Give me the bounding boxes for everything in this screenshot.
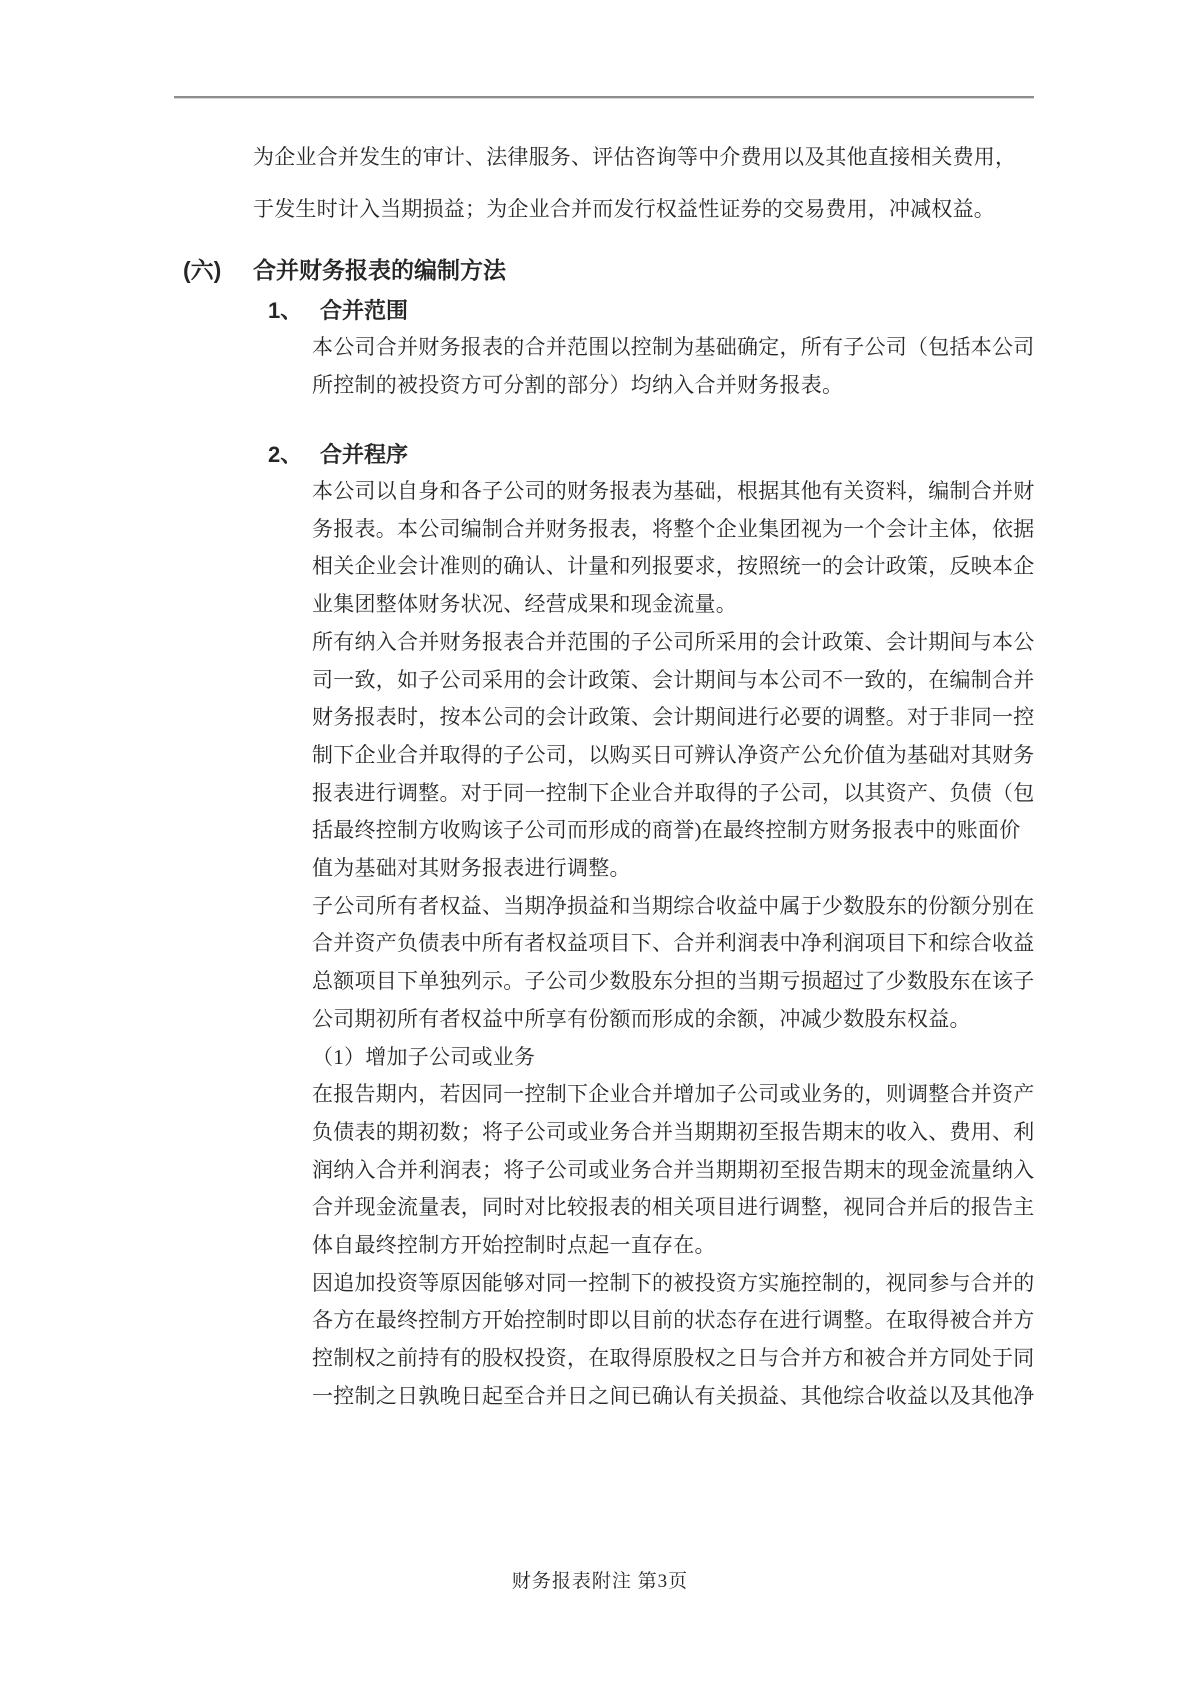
text-line: 体自最终控制方开始控制时点起一直存在。 [312,1233,716,1258]
subsection-body-1 [312,329,1052,404]
text-line: 本公司合并财务报表的合并范围以控制为基础确定，所有子公司（包括本公司 [312,335,1035,359]
text-line: 务报表。本公司编制合并财务报表，将整个企业集团视为一个会计主体，依据 [312,516,1035,541]
text-line: 报表进行调整。对于同一控制下企业合并取得的子公司，以其资产、负债（包 [312,780,1035,805]
paragraph [312,1076,1052,1265]
header-rule [174,96,1034,98]
text-line: 因追加投资等原因能够对同一控制下的被投资方实施控制的，视同参与合并的 [312,1270,1035,1295]
intro-paragraph [253,131,1043,235]
text-line: 于发生时计入当期损益；为企业合并而发行权益性证券的交易费用，冲减权益。 [253,197,995,221]
paragraph [312,1039,1052,1077]
text-line: 子公司所有者权益、当期净损益和当期综合收益中属于少数股东的份额分别在 [312,893,1035,918]
text-line: 总额项目下单独列示。子公司少数股东分担的当期亏损超过了少数股东在该子 [312,969,1035,994]
text-line: 制下企业合并取得的子公司，以购买日可辨认净资产公允价值为基础对其财务 [312,742,1035,767]
text-line: 本公司以自身和各子公司的财务报表为基础，根据其他有关资料，编制合并财 [312,479,1035,503]
section-title: 合并财务报表的编制方法 [253,257,506,283]
subsection-heading-2 [0,438,1200,472]
text-line: 负债表的期初数；将子公司或业务合并当期期初至报告期末的收入、费用、利 [312,1119,1035,1144]
text-line: 控制权之前持有的股权投资，在取得原股权之日与合并方和被合并方同处于同 [312,1346,1035,1371]
text-line: 相关企业会计准则的确认、计量和列报要求，按照统一的会计政策，反映本企 [312,554,1035,579]
text-line: 所控制的被投资方可分割的部分）均纳入合并财务报表。 [312,372,844,397]
subsection-body-2 [312,473,1052,1416]
text-line: 值为基础对其财务报表进行调整。 [312,856,631,881]
text-line: 合并资产负债表中所有者权益项目下、合并利润表中净利润项目下和综合收益 [312,931,1035,956]
subsection-title: 合并程序 [320,442,409,467]
subsection-number: 1、 [268,298,303,323]
paragraph [312,473,1052,624]
text-line: 润纳入合并利润表；将子公司或业务合并当期期初至报告期末的现金流量纳入 [312,1157,1035,1182]
paragraph [312,888,1052,1039]
text-line: 各方在最终控制方开始控制时即以目前的状态存在进行调整。在取得被合并方 [312,1308,1035,1333]
text-line: （1）增加子公司或业务 [312,1044,536,1069]
text-line: 所有纳入合并财务报表合并范围的子公司所采用的会计政策、会计期间与本公 [312,629,1035,654]
subsection-heading-1 [0,294,1200,328]
text-line: 在报告期内，若因同一控制下企业合并增加子公司或业务的，则调整合并资产 [312,1082,1035,1107]
subsection-title: 合并范围 [320,298,409,323]
text-line: 公司期初所有者权益中所享有份额而形成的余额，冲减少数股东权益。 [312,1006,971,1031]
text-line: 司一致，如子公司采用的会计政策、会计期间与本公司不一致的，在编制合并 [312,667,1035,692]
text-line: 业集团整体财务状况、经营成果和现金流量。 [312,592,737,617]
subsection-number: 2、 [268,442,303,467]
text-line: 括最终控制方收购该子公司而形成的商誉)在最终控制方财务报表中的账面价 [312,818,1021,843]
text-line: 为企业合并发生的审计、法律服务、评估咨询等中介费用以及其他直接相关费用， [253,145,1017,169]
paragraph [312,1265,1052,1416]
text-line: 财务报表时，按本公司的会计政策、会计期间进行必要的调整。对于非同一控 [312,705,1035,730]
page-footer: 财务报表附注 第3页 [511,1571,689,1592]
paragraph [312,624,1052,888]
section-heading [0,252,1200,288]
section-marker: (六) [183,257,222,283]
paragraph [312,329,1052,404]
text-line: 一控制之日孰晚日起至合并日之间已确认有关损益、其他综合收益以及其他净 [312,1383,1035,1408]
text-line: 合并现金流量表，同时对比较报表的相关项目进行调整，视同合并后的报告主 [312,1195,1035,1220]
